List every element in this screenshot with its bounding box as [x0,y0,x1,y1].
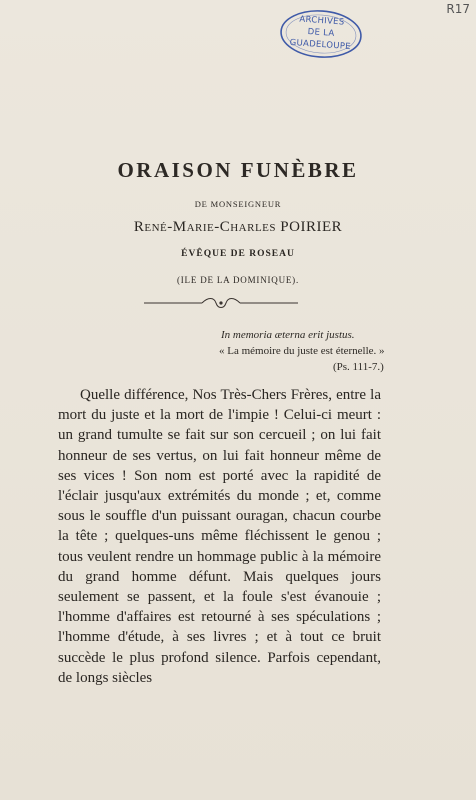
document-title: ORAISON FUNÈBRE [117,158,359,182]
body-paragraph: Quelle différence, Nos Très-Chers Frères, entre la mort du juste et la mort de l'impie ! Celui-ci meurt : un grand tumulte se fait sur son cercueil ; on lui fait honneur de ses vertus, on lui fait honneur même de ses vices ! Son nom est porté avec la rapidité de l'éclair jusqu'aux extrémités du monde ; et, comme sous le souffle d'un puissant ouragan, chacun courbe la tête ; quelques-uns même fléchissent le genou ; tous veulent rendre un hommage public à la mémoire du grand homme défunt. Mais quelques jours seulement se passent, et la foule s'est évanouie ; l'homme d'affaires est retourné à ses spéculations ; l'homme d'étude, à ses livres ; et à tout ce bruit succède le plus profond silence. Parfois cependant, de longs siècles [58,387,381,686]
epigraph-reference: (Ps. 111-7.) [333,361,384,373]
subtitle-de-monseigneur: DE MONSEIGNEUR [194,199,282,209]
bishop-name: René-Marie-Charles POIRIER [133,219,343,235]
bishop-title: ÉVÊQUE DE ROSEAU [181,249,295,259]
ornament-divider [144,296,298,310]
epigraph-french: « La mémoire du juste est éternelle. » [219,345,385,357]
epigraph-latin: In memoria æterna erit justus. [221,329,355,341]
stamp-text-top: ARCHIVES [299,14,345,28]
stamp-text-middle: DE LA [307,27,335,39]
shelfmark-annotation: R17 [446,2,470,16]
archives-stamp [277,6,364,62]
stamp-text-bottom: GUADELOUPE [289,37,352,53]
location-line: (ILE DE LA DOMINIQUE). [176,275,300,285]
